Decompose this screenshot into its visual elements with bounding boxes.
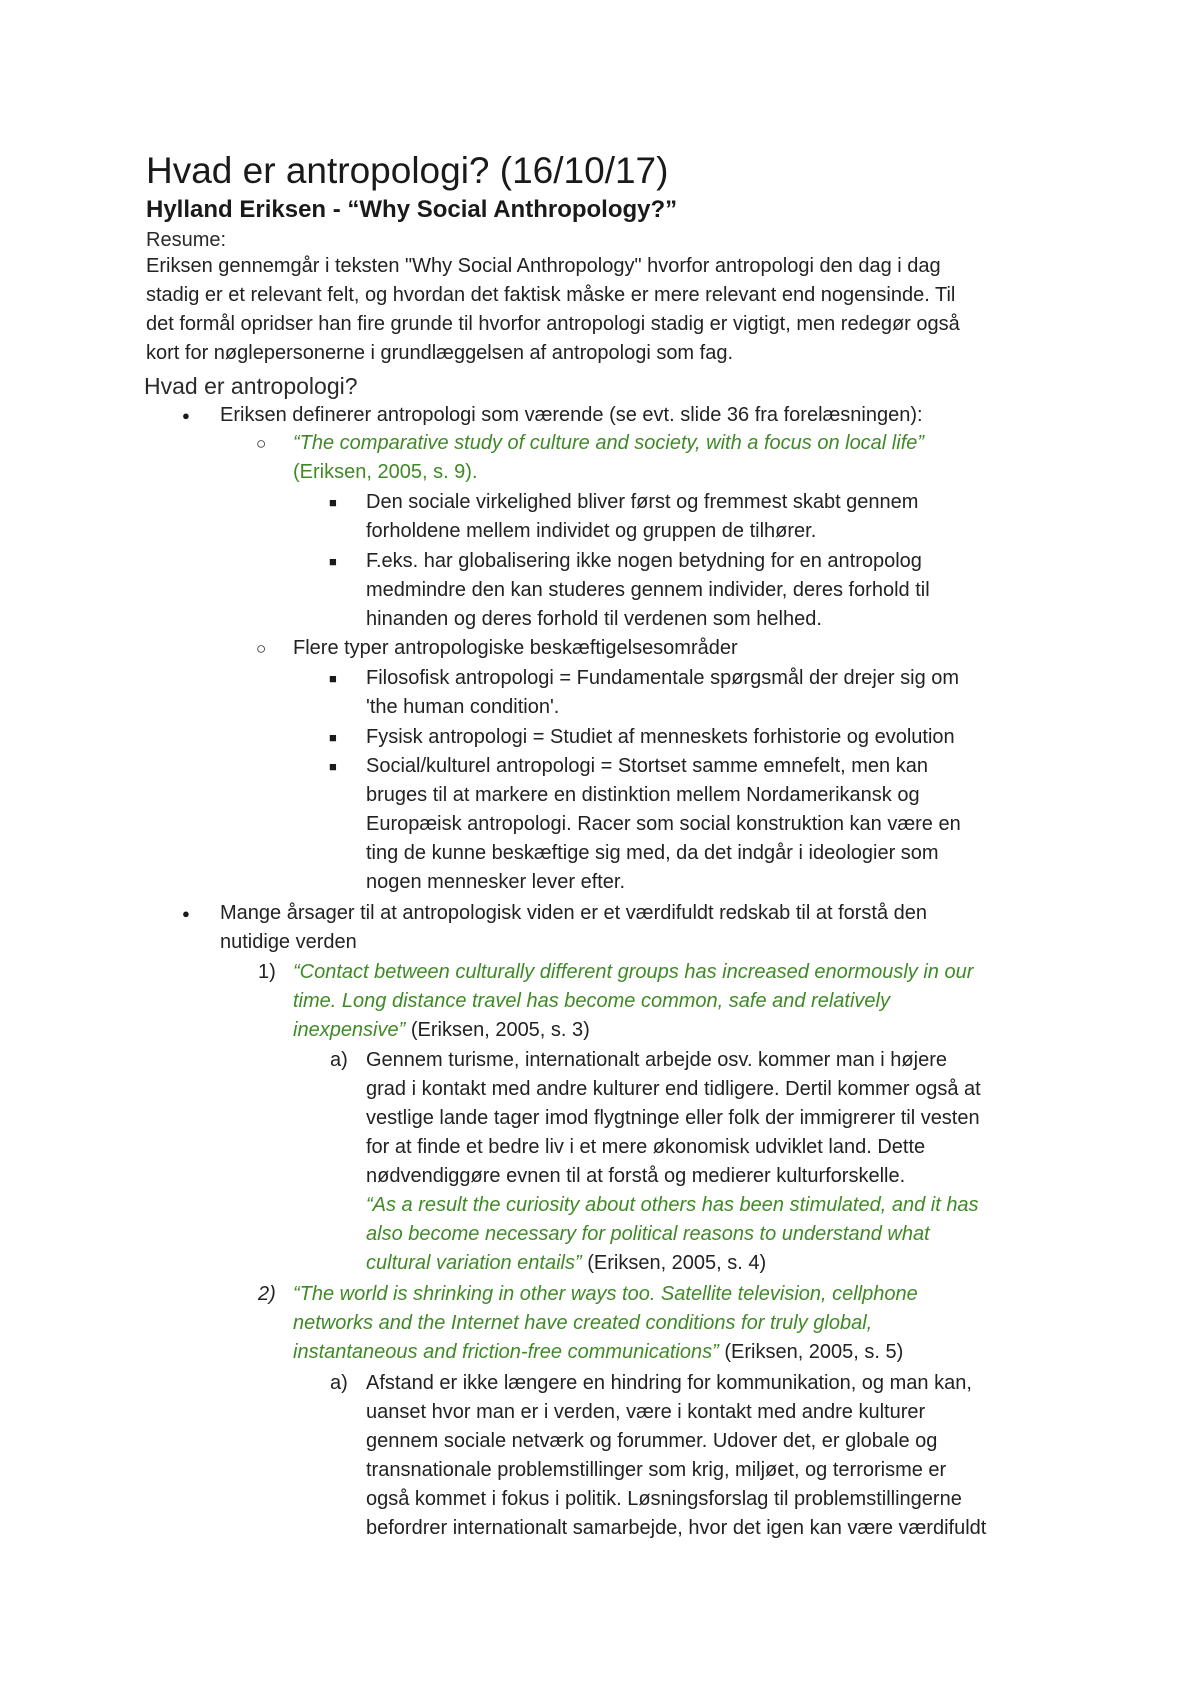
list-item-line: også kommet i fokus i politik. Løsningsforslag til problemstillingerne bbox=[366, 1488, 962, 1510]
quote-text: “As a result the curiosity about others has been stimulated, and it has bbox=[366, 1194, 979, 1216]
list-item-line: for at finde et bedre liv i et mere økonomisk udviklet land. Dette bbox=[366, 1136, 926, 1158]
list-item-line: Afstand er ikke længere en hindring for kommunikation, og man kan, bbox=[366, 1372, 972, 1394]
quote-text: “The comparative study of culture and society, with a focus on local life” bbox=[293, 432, 925, 454]
quote-text: “The world is shrinking in other ways too. Satellite television, cellphone bbox=[293, 1283, 918, 1305]
list-item-line: Filosofisk antropologi = Fundamentale spørgsmål der drejer sig om bbox=[366, 667, 960, 689]
square-bullet-icon: ■ bbox=[329, 495, 337, 510]
circle-bullet-icon: ○ bbox=[256, 434, 267, 453]
section-heading: Hvad er antropologi? bbox=[144, 373, 358, 399]
resume-line: Eriksen gennemgår i teksten "Why Social Anthropology" hvorfor antropologi den dag i dag bbox=[146, 255, 941, 277]
square-bullet-icon: ■ bbox=[329, 759, 337, 774]
list-item-line: hinanden og deres forhold til verdenen som helhed. bbox=[366, 608, 822, 630]
list-item-line: ting de kunne beskæftige sig med, da det indgår i ideologier som bbox=[366, 842, 939, 864]
quote-text: time. Long distance travel has become common, safe and relatively bbox=[293, 990, 890, 1012]
resume-label: Resume: bbox=[146, 229, 227, 251]
resume-line: kort for nøglepersonerne i grundlæggelsen af antropologi som fag. bbox=[146, 342, 734, 364]
bullet-dot-icon: ● bbox=[182, 906, 190, 921]
bullet-dot-icon: ● bbox=[182, 408, 190, 423]
quote-with-citation bbox=[293, 1016, 590, 1045]
list-item-line: grad i kontakt med andre kulturer end tidligere. Dertil kommer også at bbox=[366, 1078, 981, 1100]
list-item-line: Social/kulturel antropologi = Stortset samme emnefelt, men kan bbox=[366, 755, 928, 777]
list-item-line: Fysisk antropologi = Studiet af menneskets forhistorie og evolution bbox=[366, 726, 955, 748]
quote-text: “Contact between culturally different groups has increased enormously in our bbox=[293, 961, 974, 983]
list-item-line: medmindre den kan studeres gennem individer, deres forhold til bbox=[366, 579, 930, 601]
page-title: Hvad er antropologi? (16/10/17) bbox=[146, 150, 669, 191]
square-bullet-icon: ■ bbox=[329, 554, 337, 569]
list-item-line: bruges til at markere en distinktion mellem Nordamerikansk og bbox=[366, 784, 920, 806]
bullet-text: Mange årsager til at antropologisk viden er et værdifuldt redskab til at forstå den bbox=[220, 902, 928, 924]
list-item-line: Den sociale virkelighed bliver først og fremmest skabt gennem bbox=[366, 491, 919, 513]
list-item-line: Gennem turisme, internationalt arbejde osv. kommer man i højere bbox=[366, 1049, 947, 1071]
resume-paragraph bbox=[146, 252, 960, 368]
citation-text: (Eriksen, 2005, s. 4) bbox=[581, 1252, 767, 1274]
list-letter: a) bbox=[330, 1372, 348, 1394]
list-letter: a) bbox=[330, 1049, 348, 1071]
quote-text: networks and the Internet have created conditions for truly global, bbox=[293, 1312, 873, 1334]
list-item-line: nødvendiggøre evnen til at forstå og medierer kulturforskelle. bbox=[366, 1165, 906, 1187]
sub-bullet-text: Flere typer antropologiske beskæftigelsesområder bbox=[293, 637, 738, 659]
resume-line: stadig er et relevant felt, og hvordan det faktisk måske er mere relevant end nogensinde. Til bbox=[146, 284, 956, 306]
circle-bullet-icon: ○ bbox=[256, 639, 267, 658]
list-item-line: gennem sociale netværk og forummer. Udover det, er globale og bbox=[366, 1430, 938, 1452]
list-number: 1) bbox=[258, 961, 276, 983]
square-bullet-icon: ■ bbox=[329, 671, 337, 686]
quote-with-citation bbox=[366, 1249, 766, 1278]
list-item-line: 'the human condition'. bbox=[366, 696, 560, 718]
list-item-line: uanset hvor man er i verden, være i kontakt med andre kulturer bbox=[366, 1401, 926, 1423]
list-item-line: befordrer internationalt samarbejde, hvor det igen kan være værdifuldt bbox=[366, 1517, 987, 1539]
list-item-line: Europæisk antropologi. Racer som social konstruktion kan være en bbox=[366, 813, 961, 835]
bullet-text: Eriksen definerer antropologi som værende (se evt. slide 36 fra forelæsningen): bbox=[220, 404, 923, 426]
citation-text: (Eriksen, 2005, s. 5) bbox=[718, 1341, 904, 1363]
resume-line: det formål opridser han fire grunde til hvorfor antropologi stadig er vigtigt, men redegør også bbox=[146, 313, 960, 335]
list-item-line: vestlige lande tager imod flygtninge eller folk der immigrerer til vesten bbox=[366, 1107, 980, 1129]
list-item-line: transnationale problemstillinger som krig, miljøet, og terrorisme er bbox=[366, 1459, 947, 1481]
citation-text: (Eriksen, 2005, s. 9). bbox=[293, 461, 478, 483]
quote-text: inexpensive” bbox=[293, 1019, 406, 1041]
citation-text: (Eriksen, 2005, s. 3) bbox=[405, 1019, 590, 1041]
square-bullet-icon: ■ bbox=[329, 730, 337, 745]
quote-with-citation bbox=[293, 1338, 903, 1367]
list-item-line: forholdene mellem individet og gruppen de tilhører. bbox=[366, 520, 817, 542]
page-subtitle: Hylland Eriksen - “Why Social Anthropology?” bbox=[146, 196, 678, 223]
bullet-text: nutidige verden bbox=[220, 931, 357, 953]
quote-text: also become necessary for political reasons to understand what bbox=[366, 1223, 930, 1245]
list-number: 2) bbox=[258, 1283, 276, 1305]
quote-text: cultural variation entails” bbox=[366, 1252, 582, 1274]
list-item-line: nogen mennesker lever efter. bbox=[366, 871, 626, 893]
list-item-line: F.eks. har globalisering ikke nogen betydning for en antropolog bbox=[366, 550, 922, 572]
quote-text: instantaneous and friction-free communications” bbox=[293, 1341, 719, 1363]
